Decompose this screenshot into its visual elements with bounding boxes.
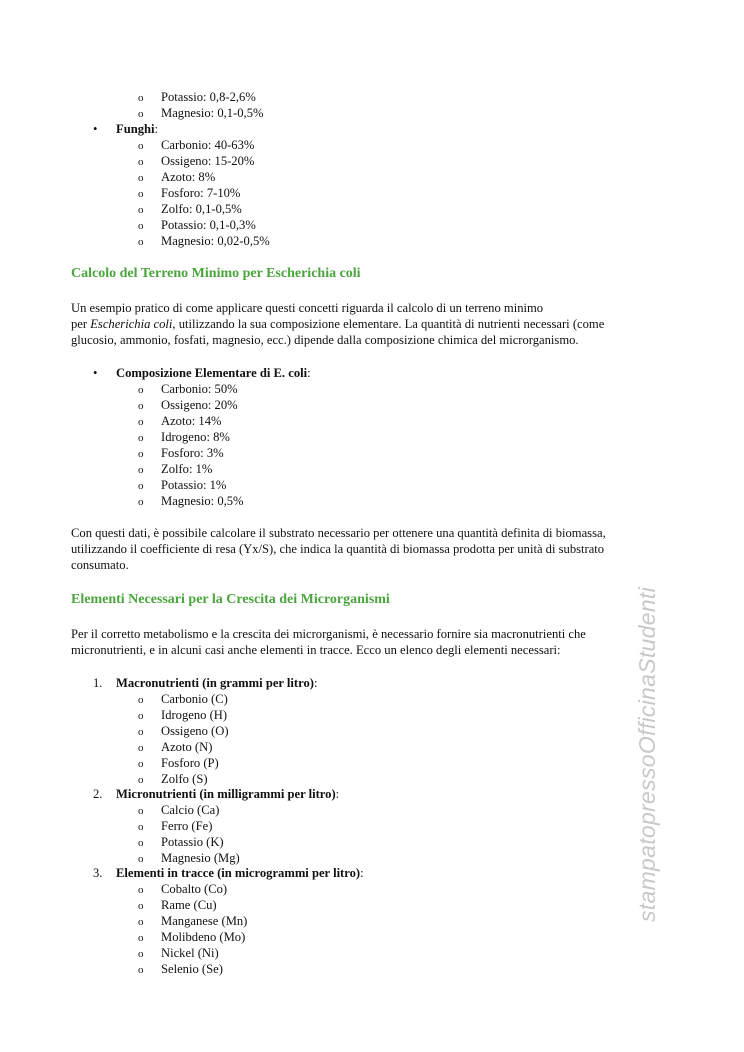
list-item: o Zolfo: 0,1-0,5%: [138, 202, 242, 216]
paragraph-line: consumato.: [71, 558, 129, 572]
watermark-text: stampatopressoOfficinaStudenti: [634, 586, 660, 922]
list-item: o Potassio: 0,1-0,3%: [138, 218, 256, 232]
list-item: o Molibdeno (Mo): [138, 930, 246, 944]
list-item: o Carbonio (C): [138, 692, 228, 706]
paragraph-line: micronutrienti, e in alcuni casi anche elementi in tracce. Ecco un elenco degli elementi necessari:: [71, 643, 561, 657]
list-item: o Ossigeno: 20%: [138, 398, 238, 412]
list-item: o Potassio (K): [138, 835, 224, 849]
list-item: o Ossigeno: 15-20%: [138, 154, 255, 168]
list-item: o Nickel (Ni): [138, 946, 219, 960]
list-item: o Azoto: 14%: [138, 414, 222, 428]
paragraph-line: Con questi dati, è possibile calcolare il substrato necessario per ottenere una quantità definita di biomassa,: [71, 526, 606, 540]
list-item: o Zolfo: 1%: [138, 462, 213, 476]
list-item: o Magnesio: 0,5%: [138, 494, 244, 508]
paragraph-line: per Escherichia coli, utilizzando la sua composizione elementare. La quantità di nutrienti necessari (come: [71, 317, 605, 331]
section-heading: Elementi Necessari per la Crescita dei Microrganismi: [71, 592, 390, 607]
list-item: o Carbonio: 50%: [138, 382, 238, 396]
list-item: o Selenio (Se): [138, 962, 223, 976]
numbered-item-micronutrienti: 2. Micronutrienti (in milligrammi per litro):: [93, 787, 340, 801]
list-item: o Magnesio (Mg): [138, 851, 240, 865]
list-item: o Fosforo: 7-10%: [138, 186, 241, 200]
list-item: o Potassio: 1%: [138, 478, 227, 492]
list-item: o Azoto: 8%: [138, 170, 216, 184]
numbered-item-macronutrienti: 1. Macronutrienti (in grammi per litro):: [93, 676, 318, 690]
bullet-ecoli: • Composizione Elementare di E. coli:: [93, 366, 311, 380]
list-item: o Idrogeno: 8%: [138, 430, 230, 444]
list-item: o Fosforo: 3%: [138, 446, 224, 460]
list-item: o Rame (Cu): [138, 898, 217, 912]
list-item: o Magnesio: 0,02-0,5%: [138, 234, 270, 248]
section-heading: Calcolo del Terreno Minimo per Escherichia coli: [71, 266, 361, 281]
list-item: o Carbonio: 40-63%: [138, 138, 255, 152]
paragraph-line: glucosio, ammonio, fosfati, magnesio, ecc.) dipende dalla composizione chimica del microrganismo.: [71, 333, 579, 347]
list-item: o Calcio (Ca): [138, 803, 220, 817]
list-item: o Magnesio: 0,1-0,5%: [138, 106, 264, 120]
list-item: o Potassio: 0,8-2,6%: [138, 90, 256, 104]
numbered-item-elementi-in-tracce: 3. Elementi in tracce (in microgrammi per litro):: [93, 866, 364, 880]
list-item: o Manganese (Mn): [138, 914, 248, 928]
bullet-funghi: • Funghi:: [93, 122, 159, 136]
paragraph-line: Un esempio pratico di come applicare questi concetti riguarda il calcolo di un terreno minimo: [71, 301, 544, 315]
list-item: o Ferro (Fe): [138, 819, 213, 833]
paragraph-line: utilizzando il coefficiente di resa (Yx/S), che indica la quantità di biomassa prodotta per unità di substrato: [71, 542, 605, 556]
list-item: o Fosforo (P): [138, 756, 219, 770]
list-item: o Azoto (N): [138, 740, 213, 754]
paragraph-line: Per il corretto metabolismo e la crescita dei microrganismi, è necessario fornire sia macronutrienti che: [71, 627, 586, 641]
list-item: o Ossigeno (O): [138, 724, 229, 738]
list-item: o Idrogeno (H): [138, 708, 228, 722]
list-item: o Zolfo (S): [138, 772, 208, 786]
list-item: o Cobalto (Co): [138, 882, 228, 896]
